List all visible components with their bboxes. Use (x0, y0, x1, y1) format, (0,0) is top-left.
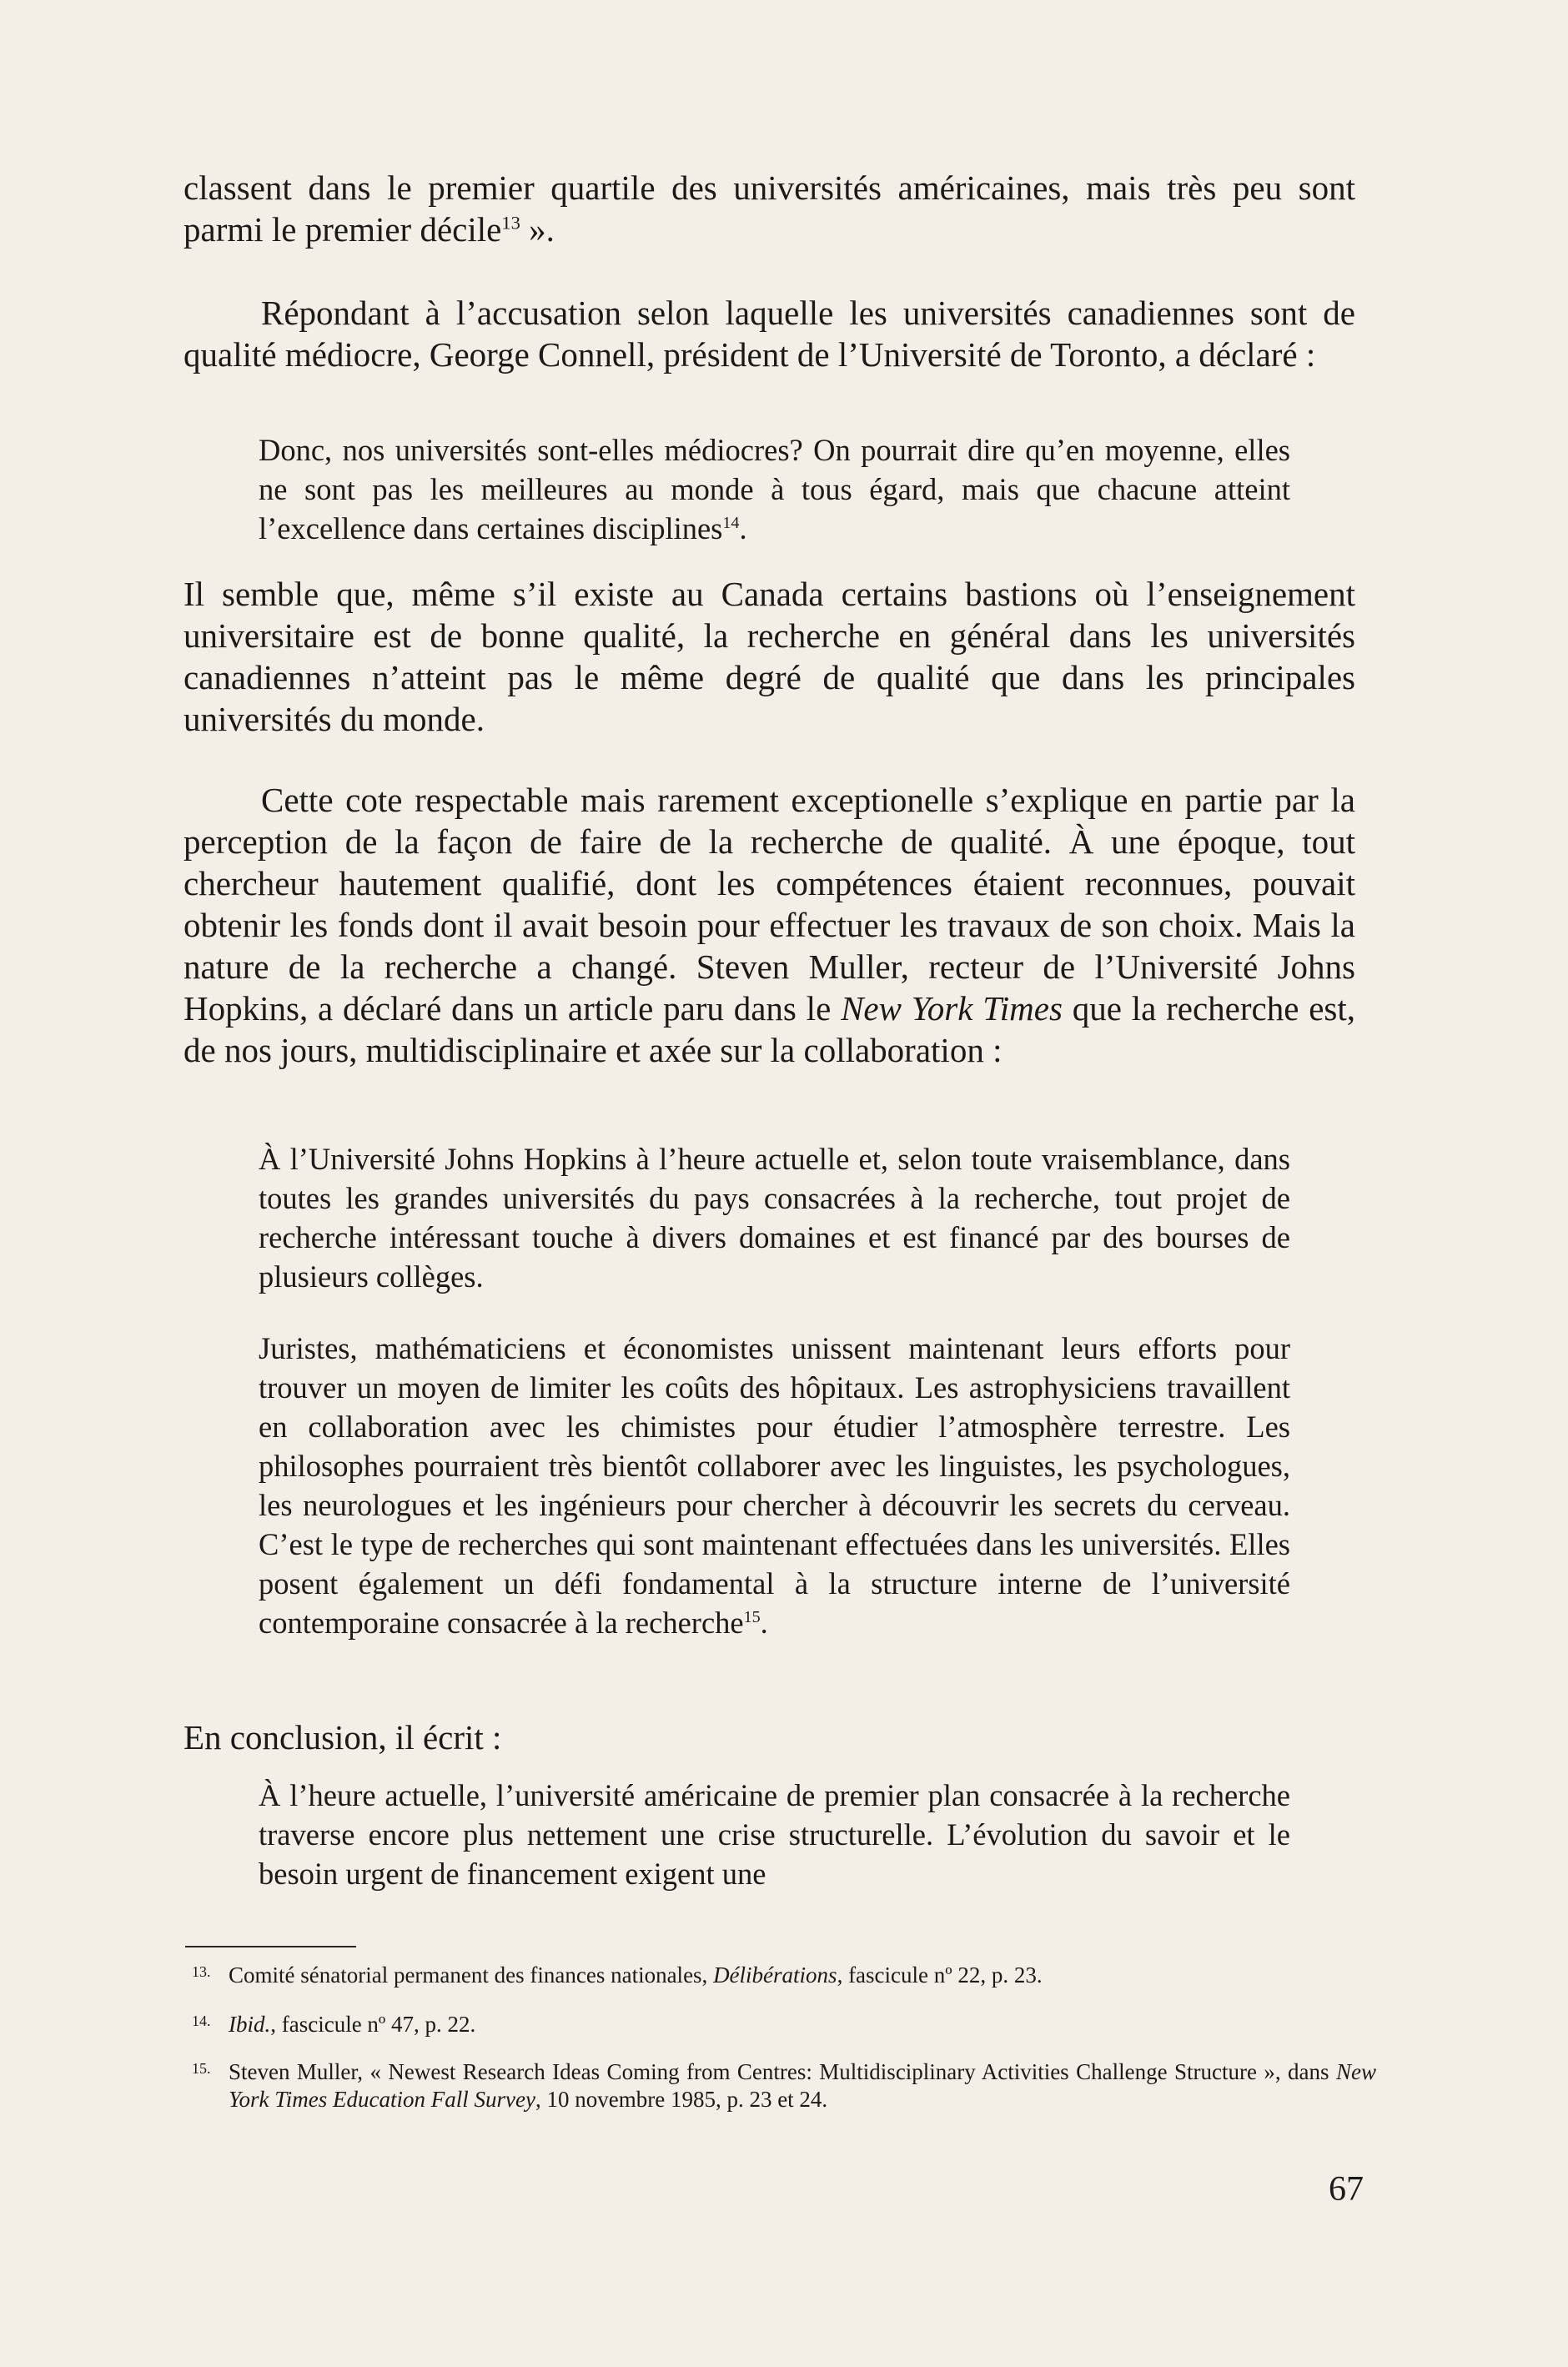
paragraph-text: que la recherche est, de nos jours, multidisciplinaire et axée sur la collaboration : (183, 989, 1355, 1069)
footnote-number: 13. (192, 1963, 211, 1980)
footnote-text-part: , fascicule nº 47, p. 22. (270, 2012, 476, 2037)
footnote-number: 15. (192, 2060, 211, 2077)
footnote-text (192, 1962, 1376, 1989)
quote-muller-1: À l’Université Johns Hopkins à l’heure actuelle et, selon toute vraisemblance, dans toutes les grandes universités du pays consacrées à la recherche, tout projet de recherche intéressant touche à divers domaines et est financé par des bourses de plusieurs collèges. (259, 1142, 1290, 1294)
footnote-text-part: , fascicule nº 22, p. 23. (837, 1962, 1043, 1988)
paragraph-connell-intro: Répondant à l’accusation selon laquelle les universités canadiennes sont de qualité médiocre, George Connell, président de l’Université de Toronto, a déclaré : (183, 294, 1355, 374)
footnote-text-part: , 10 novembre 1985, p. 23 et 24. (535, 2087, 828, 2112)
quote-text: Juristes, mathématiciens et économistes unissent maintenant leurs efforts pour trouver un moyen de limiter les coûts des hôpitaux. Les astrophysiciens travaillent en collaboration avec les chimistes pour étudier l’atmosphère terrestre. Les philosophes pourraient très bientôt collaborer avec les linguistes, les psychologues, les neurologues et les ingénieurs pour chercher à découvrir les secrets du cerveau. C’est le type de recherches qui sont maintenant effectuées dans les universités. Elles posent également un défi fondamental à la structure interne de l’université contemporaine consacrée à la recherche (259, 1331, 1290, 1640)
footnote-number: 14. (192, 2013, 211, 2029)
footnote-italic: Ibid. (229, 2012, 271, 2037)
footnote-ref-13: 13 (501, 212, 520, 234)
quote-connell (259, 430, 1290, 548)
quote-end: . (739, 511, 747, 545)
footnote-text (192, 2011, 1376, 2038)
paragraph-text: Cette cote respectable mais rarement exceptionelle s’explique en partie par la perception de la façon de faire de la recherche de qualité. À une époque, tout chercheur hautement qualifié, dont les compétences étaient reconnues, pouvait obtenir les fonds dont il avait besoin pour effectuer les travaux de son choix. Mais la nature de la recherche a changé. Steven Muller, recteur de l’Université Johns Hopkins, a déclaré dans un article paru dans le (183, 781, 1355, 1028)
footnote-ref-15: 15 (743, 1607, 761, 1626)
paragraph-bastions: Il semble que, même s’il existe au Canada certains bastions où l’enseignement universitaire est de bonne qualité, la recherche en général dans les universités canadiennes n’atteint pas le même degré de qualité que dans les principales universités du monde. (183, 575, 1355, 738)
footnote-13 (192, 1962, 1376, 1989)
paragraph-text: classent dans le premier quartile des universités américaines, mais très peu sont parmi le premier décile (183, 168, 1355, 249)
footnote-ref-14: 14 (722, 513, 740, 532)
paragraph-cote-respectable (183, 779, 1355, 1071)
footnote-text-part: Steven Muller, « Newest Research Ideas Coming from Centres: Multidisciplinary Activities Challenge Structure », dans (229, 2059, 1336, 2084)
footnote-italic: Délibérations (713, 1962, 837, 1988)
footnote-text-part: Comité sénatorial permanent des finances nationales, (229, 1962, 714, 1988)
quote-muller-2 (259, 1329, 1290, 1642)
footnote-text (192, 2058, 1376, 2113)
footnote-14 (192, 2011, 1376, 2038)
newspaper-title: New York Times (841, 989, 1063, 1028)
footnote-divider (185, 1946, 356, 1947)
paragraph-end: ». (520, 210, 555, 249)
paragraph-continuation (183, 167, 1355, 250)
paragraph-conclusion: En conclusion, il écrit : (183, 1718, 502, 1756)
quote-text: Donc, nos universités sont-elles médiocres? On pourrait dire qu’en moyenne, elles ne sont pas les meilleures au monde à tous égard, mais que chacune atteint l’excellence dans certaines disciplines (259, 433, 1290, 545)
quote-muller-3: À l’heure actuelle, l’université américaine de premier plan consacrée à la recherche traverse encore plus nettement une crise structurelle. L’évolution du savoir et le besoin urgent de financement exigent une (259, 1778, 1290, 1891)
page-number: 67 (1329, 2170, 1364, 2209)
quote-end: . (760, 1606, 768, 1640)
footnote-italic: New York Times Education Fall Survey (229, 2059, 1376, 2112)
footnote-15 (192, 2058, 1376, 2113)
